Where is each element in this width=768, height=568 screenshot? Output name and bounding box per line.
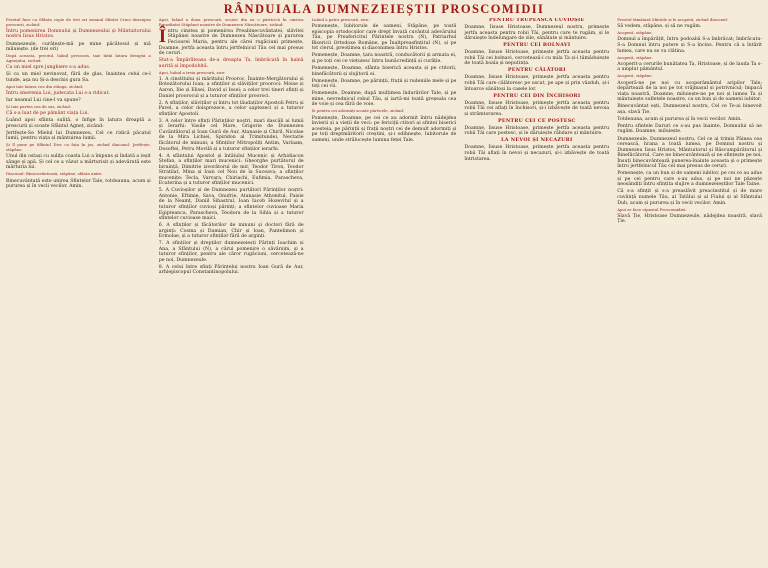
rubric-verse: Întru smerenia Lui, judecata Lui s-a ridicat. <box>6 90 110 96</box>
section-heading: PENTRU CĂLĂTORI <box>507 67 566 74</box>
prayer-paragraph: 6. A sfinților și făcătorilor de minuni și doctori fără de arginți: Cosma și Damian, Chir și Ioan, Pantelimon și Ermolae, și a tuturor sfinților fără de arginți. <box>158 223 304 240</box>
prayer-paragraph: Binecuvântat ești, Dumnezeul nostru, Cel ce Te-ai binevoit așa, slavă Ție. <box>617 104 762 115</box>
page-title: RÂNDUIALA DUMNEZEIEȘTII PROSCOMIDII <box>223 2 545 16</box>
prayer-paragraph: Unul din ostași cu sulița coasta Lui a împuns și îndată a ieșit sânge și apă. Și cel ce a văzut a mărturisit și adevărată este mărturia lui. <box>6 154 151 171</box>
rubric-verse: Întru pomenirea Domnului și Dumnezeului și Mântuitorului nostru Iisus Hristos. <box>6 28 151 40</box>
prayer-paragraph: Doamne, Iisuse Hristoase, primește jertfa aceasta pentru robii Tăi cei aflați în închisori, și-i izbăvește de toată nevoia și strâmtorarea. <box>464 100 610 117</box>
prayer-paragraph: Pomenește, Doamne, pe cei ce au adormit întru nădejdea învierii și a vieții de veci: pe fericiții ctitori ai sfintei biserici acesteia, pe părinții și frații noștri cei de demult adormiți și pe toți dreptmăritorii creștini, și-i odihnește, Iubitorule de oameni, unde strălucește lumina feței Tale. <box>311 115 457 143</box>
prayer-paragraph: Domnul a împărățit, întru podoabă S-a îmbrăcat; îmbrăcatu-S-a Domnul întru putere și S-a încins. Pentru că a întărit lumea, care nu se va clătina. <box>617 37 762 54</box>
section-heading: PENTRU TRUPEASCĂ CUVIOȘIE <box>489 18 585 23</box>
rubric-instruction: Acoperă, stăpâne. <box>617 73 653 79</box>
prayer-paragraph: 7. A sfinților și drepților dumnezeiești Părinți Ioachim și Ana, a Sfântului (N), a cărui pomenire o săvârșim, și a tuturor sfinților, pentru ale căror rugăciuni, cercetează-ne pe noi, Dumnezeule. <box>158 241 304 263</box>
prayer-paragraph: Pentru sfintele Daruri ce s-au pus înainte, Domnului să ne rugăm. Doamne, miluiește. <box>617 123 762 135</box>
prayer-paragraph: Doamne, Iisuse Hristoase, primește jertfa aceasta pentru robii Tăi aflați în nevoi și necazuri, și-i izbăvește de toată întristarea. <box>464 145 610 162</box>
prayer-paragraph: 1. A cinstitului și măritului Prooroc, Înainte-Mergătorului și Botezătorului Ioan; a sfinților și slăviților prooroci: Moise și Aaron, Ilie și Elisei, David și Iesei; a celor trei tineri sfinți și Daniel proorocul și a tuturor sfinților prooroci. <box>158 76 304 99</box>
prayer-paragraph: Doamne, Iisuse Hristoase, Dumnezeul nostru, primește jertfa aceasta pentru robii Tăi, pentru care te rugăm, și le dăruiește îndelungare de zile, sănătate și mântuire. <box>464 25 610 42</box>
rubric-instruction: După aceasta, preotul, luând prescura, taie întâi latura dreaptă a Agneţului, zicând: <box>6 53 151 63</box>
prayer-paragraph: 8. A celui între sfinți Părintelui nostru Ioan Gură de Aur, arhiepiscopul Constantinopolului. <box>158 264 304 276</box>
prayer-paragraph: Dumnezeule, Dumnezeul nostru, Cel ce ai trimis Pâinea cea cerească, hrana a toată lumea, pe Domnul nostru și Dumnezeu Iisus Hristos, Mântuitorul și Răscumpărătorul și Binefăcătorul, Care ne binecuvântează și ne sfințește pe noi, Însuți binecuvântează punerea-înainte aceasta și o primește întru jertfelnicul Tău cel mai presus de ceruri. <box>617 136 762 170</box>
prayer-paragraph: Slavă Ție, Hristoase Dumnezeule, nădejdea noastră, slavă Ție. <box>617 213 762 225</box>
paragraph-text: ntru cinstea și pomenirea Preabinecuvântatei, slăvitei Stăpânei noastre de Dumnezeu Născătoare și pururea Fecioarei Maria, pentru ale cărei rugăciuni primește, Doamne, jertfa aceasta întru jertfelnicul Tău cel mai presus de ceruri. <box>158 28 304 57</box>
rubric-instruction: Apoi, luând a treia prescură, zice: <box>158 69 226 75</box>
prayer-paragraph: Pomenește, Iubitorule de oameni, Stăpâne, pe toată episcopia ortodocșilor care drept învață cuvântul adevărului Tău, pe Preafericitul Părintele nostru (N), Patriarhul Bisericii Ortodoxe Române, pe Înaltpreasfințitul (N), și pe tot clerul, preoțimea și diaconimea întru Hristos. <box>311 24 457 52</box>
prayer-paragraph: 5. A Cuvioșilor și de Dumnezeu purtători Părinților noștri: Antonie, Eftimie, Sava, Onufrie, Atanasie Athonitul, Paisie de la Neamț, Daniil Sihastrul, Ioan Iacob Hozevitul și a tuturor sfinților cuvioși părinți; a sfintelor cuvioase Maria Egipteanca, Parascheva, Teodora de la Sihla și a tuturor sfintelor cuvioase maici. <box>158 188 304 222</box>
section-heading: PENTRU CEI CE POSTESC <box>497 117 576 124</box>
prayer-paragraph: Să vedem, stăpâne, și să ne rugăm. <box>617 24 702 30</box>
rubric-instruction: Apoi se face otpustul Proscomidiei: <box>617 206 687 212</box>
text-column-5 <box>617 18 762 564</box>
drop-cap: Î <box>158 25 167 47</box>
rubric-instruction: Luând a patra prescură, zice: <box>311 18 370 22</box>
prayer-paragraph: Jertfește-Se Mielul lui Dumnezeu, Cel ce ridică păcatul lumii, pentru viața și mântuirea lumii. <box>6 130 151 142</box>
text-column-3 <box>312 18 457 564</box>
rubric-instruction: Diaconul: Binecuvântează, stăpâne, sfânta unire. <box>6 171 103 177</box>
prayer-paragraph: Doamne, Iisuse Hristoase, primește jertfa aceasta pentru robii Tăi cei bolnavi, cercetează-i cu mila Ta și-i tămăduiește de toată boala și neputința. <box>464 50 610 67</box>
prayer-paragraph: Acoperă-ne pe noi cu acoperământul aripilor Tale; depărtează de la noi pe tot vrăjmașul și potrivnicul; împacă viața noastră, Doamne, miluiește-ne pe noi și lumea Ta și mântuiește sufletele noastre, ca un bun și de oameni iubitor. <box>617 80 762 103</box>
text-column-4 <box>464 18 609 564</box>
rubric-instruction: Și pentru cei adormiți scoate părticele, zicând: <box>311 108 405 114</box>
prayer-paragraph: Luând apoi sfânta suliță, o înfige în latura dreaptă a prescurii și scoate Sfântul Agneț, zicând: <box>6 118 151 129</box>
prayer-paragraph: 4. A sfântului Apostol și întâiului Mucenic și Arhidiacon Ștefan, a sfinților mari mucenici: Gheorghe purtătorul de biruință, Dimitrie izvorâtorul de mir, Teodor Tiron, Teodor Stratilat, Mina și Ioan cel Nou de la Suceava; a sfinților mucenițe: Tecla, Varvara, Chiriachi, Eufimia, Parascheva, Ecaterina și a tuturor sfinților mucenici. <box>158 153 304 187</box>
text-column-2 <box>159 18 304 564</box>
prayer-paragraph: Pomenește, ca un bun și de oameni iubitor, pe cei ce au adus și pe cei pentru care s-au adus, și pe noi ne păzește neosândiți întru sfințita slujire a dumnezeieștilor Tale Taine. <box>617 171 762 188</box>
section-heading: PENTRU CEI BOLNAVI <box>503 42 571 49</box>
prayer-paragraph: Și ca un miel nevinovat, fără de glas, înaintea celui ce-l tunde, așa nu Și-a deschis gura Sa. <box>6 72 151 83</box>
rubric-instruction: Și taie partea cea de sus, zicând: <box>6 103 72 109</box>
rubric-instruction: Apoi taie latura cea din stânga, zicând: <box>6 83 84 89</box>
rubric-verse: Stat-a Împărăteasa de-a dreapta Ta, îmbrăcată în haină aurită și împodobită. <box>158 58 304 69</box>
prayer-paragraph: Doamne, Iisuse Hristoase, primește jertfa aceasta pentru robii Tăi care călătoresc pe uscat, pe ape și prin văzduh, și-i întoarce sănătoși la casele lor. <box>464 75 610 92</box>
prayer-paragraph-initial <box>158 25 304 57</box>
rubric-instruction: Apoi, luând a doua prescură, scoate din ea o părticică în cinstea Preasfintei Stăpânei noastre de Dumnezeu Născătoare, zicând: <box>158 18 304 27</box>
rubric-instruction: Acoperă, stăpâne. <box>617 54 653 60</box>
rubric-instruction: Preotul face cu Sfânta copie de trei ori semnul Sfintei Cruci deasupra prescurii, zicând: <box>6 18 151 27</box>
prayer-paragraph: Doamne, Iisuse Hristoase, primește jertfa aceasta pentru robii Tăi care postesc, și le dăruiește răbdare și mântuire. <box>464 125 610 137</box>
prayer-paragraph: 2. A sfinților, slăviților și întru tot lăudaților Apostoli Petru și Pavel, a celor doisprezece, a celor șaptezeci și a tuturor sfinților Apostoli. <box>158 100 304 117</box>
prayer-paragraph: Pomenește, Doamne, țara noastră, conducătorii și armata ei, și pe toți cei ce viețuiesc întru bunăcredință și curăție. <box>311 53 457 64</box>
prayer-paragraph: Pomenește, Doamne, sfânta biserică aceasta și pe ctitorii, binefăcătorii și slujitorii ei. <box>311 66 457 77</box>
prayer-paragraph: Totdeauna, acum și pururea și în vecii vecilor. Amin. <box>617 116 742 122</box>
text-column-1 <box>6 18 151 564</box>
section-heading: LA NEVOI ȘI NECAZURI <box>501 137 573 144</box>
rubric-instruction: Preotul tămâiază Sfintele și le acoperă, zicând diaconul: <box>617 18 729 22</box>
prayer-paragraph: Acoperit-a cerurile bunătatea Ta, Hristoase, și de lauda Ta s-a umplut pământul. <box>617 61 762 73</box>
rubric-instruction: Și îl pune pe Sfântul Disc cu fața în jos, zicând diaconul: Jertfește, stăpâne. <box>6 142 151 153</box>
rubric-verse: Că s-a luat de pe pământ viața Lui. <box>6 111 90 117</box>
prayer-paragraph: Binecuvântată este unirea Sfintelor Tale, totdeauna, acum și pururea și în vecii vecilor. Amin. <box>6 178 151 190</box>
prayer-paragraph: Că s-a sfințit și s-a preaslăvit preacinstitul și de mare cuviință numele Tău, al Tatălui și al Fiului și al Sfântului Duh, acum și pururea și în vecii vecilor. Amin. <box>617 189 762 206</box>
rubric-instruction: Acoperă, stăpâne. <box>617 30 653 36</box>
columns <box>6 18 762 564</box>
prayer-paragraph: Dumnezeule, curățește-mă pe mine păcătosul și mă miluiește. (de trei ori) <box>6 41 151 53</box>
prayer-paragraph: Pomenește, Doamne, după mulțimea îndurărilor Tale, și pe mine, nevrednicul robul Tău, și iartă-mi toată greșeala cea de voie și cea fără de voie. <box>311 91 457 108</box>
prayer-paragraph: 3. A celor între sfinți Părinților noștri, mari dascăli ai lumii și Ierarhi: Vasile cel Mare, Grigorie de Dumnezeu Cuvântătorul și Ioan Gură de Aur, Atanasie și Chiril, Nicolae de la Mira Lichiei, Spiridon al Trimitundei, Nectarie făcătorul de minuni; a Sfinților Mitropoliți Antim, Varlaam, Dosoftei, Petru Movilă și a tuturor sfinților ierarhi. <box>158 118 304 152</box>
rubric-verse: Ca un miel spre junghiere s-a adus. <box>6 65 91 70</box>
prayer-paragraph: Pomenește, Doamne, pe părinții, frații și rudeniile mele și pe toți cei vii. <box>311 78 457 90</box>
prayer-paragraph: Iar neamul Lui cine-l va spune? <box>6 97 81 103</box>
section-heading: PENTRU CEI DIN ÎNCHISORI <box>493 92 581 99</box>
